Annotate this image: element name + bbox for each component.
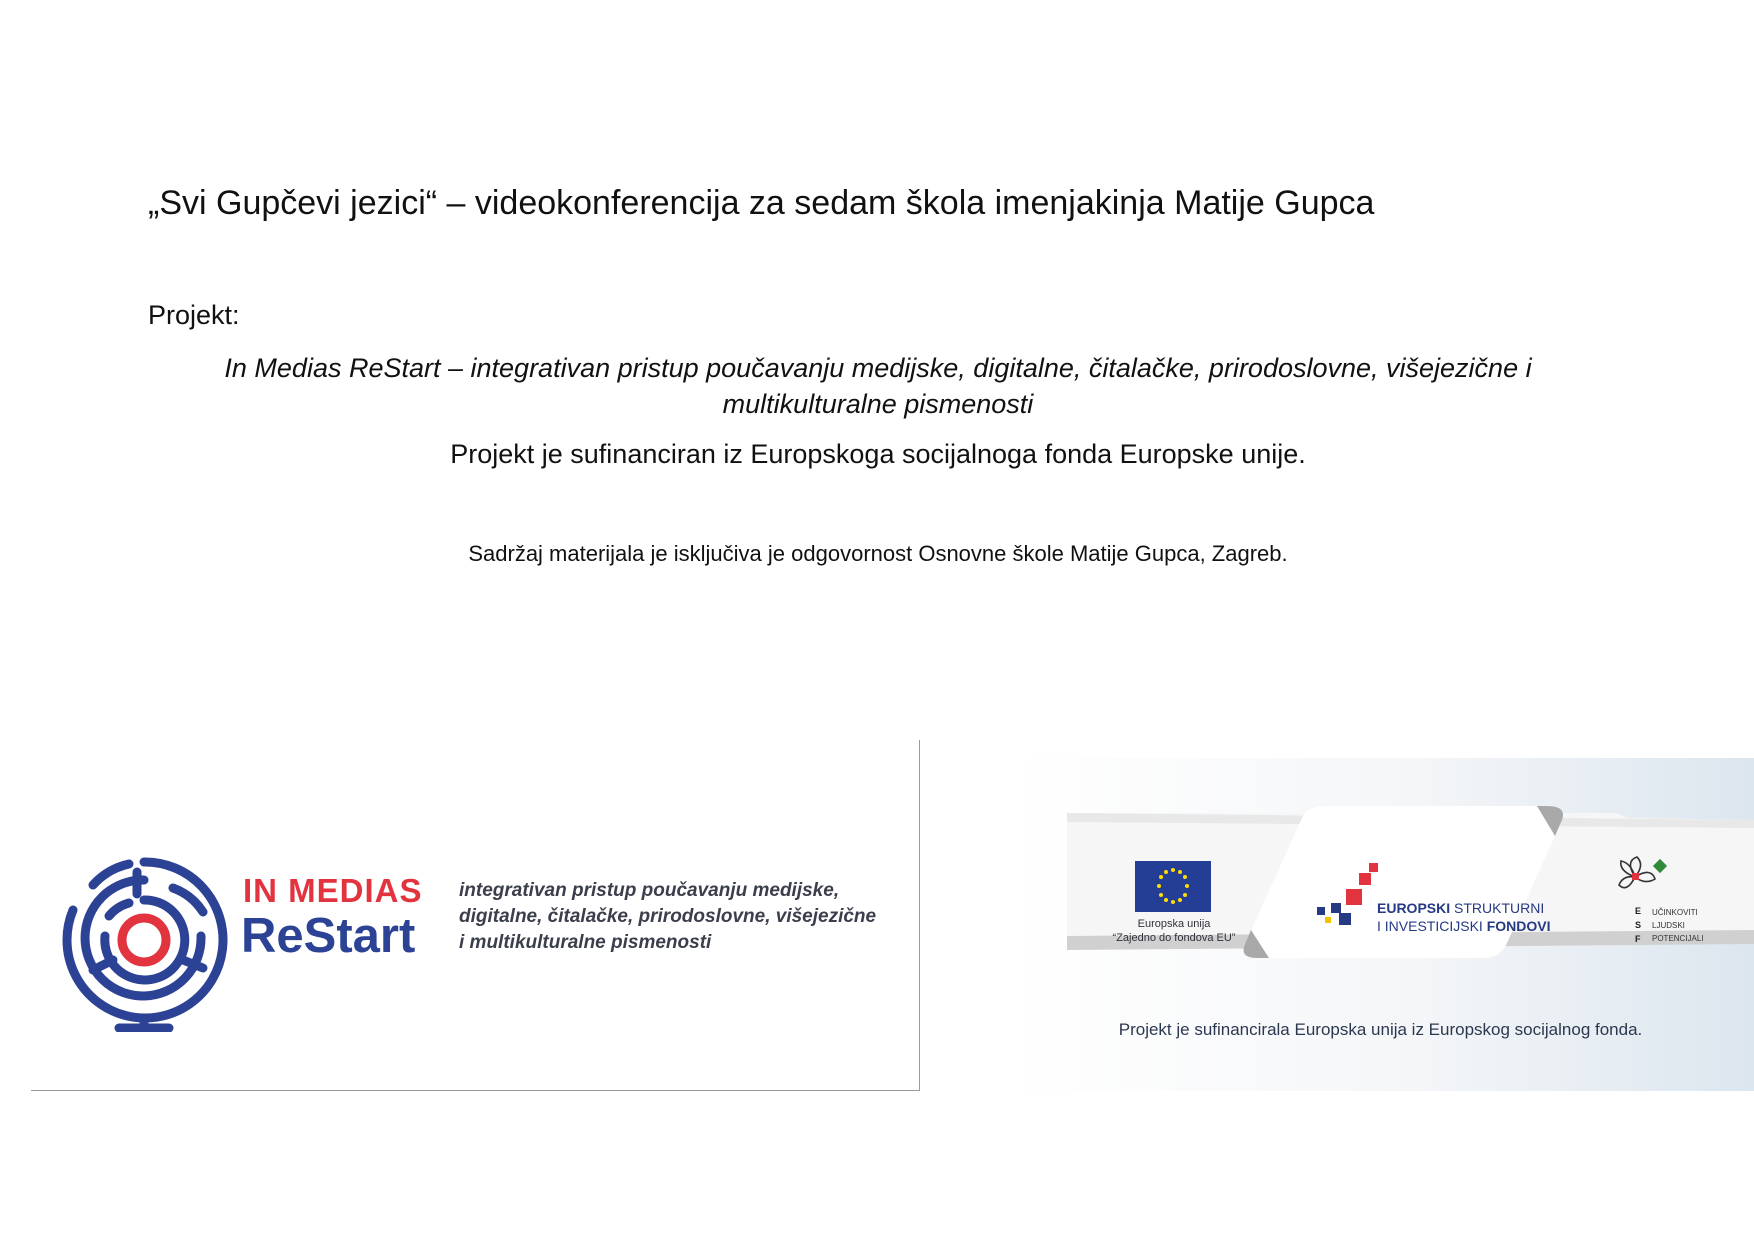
maze-globe-icon: [53, 850, 235, 1032]
logo-word-in-medias: IN MEDIAS: [243, 872, 423, 909]
ulj-word: UČINKOVITI: [1652, 908, 1698, 917]
disclaimer-text: Sadržaj materijala je isključiva je odgovornost Osnovne škole Matije Gupca, Zagreb.: [468, 541, 1288, 566]
esf-letter: S: [1635, 920, 1642, 930]
esif-title-line: [1377, 918, 1550, 934]
esf-letter: F: [1635, 934, 1641, 944]
esif-title-rest: I INVESTICIJSKI: [1377, 918, 1487, 934]
esf-letter: E: [1635, 906, 1642, 916]
cofinance-statement: Projekt je sufinanciran iz Europskoga socijalnoga fonda Europske unije.: [450, 439, 1306, 469]
esif-title-bold: FONDOVI: [1486, 918, 1551, 934]
eu-flag-caption: [1091, 917, 1257, 945]
eu-stars-icon: [1135, 861, 1211, 912]
eu-flag-caption-line: “Zajedno do fondova EU”: [1112, 932, 1236, 944]
eu-cofinance-caption: Projekt je sufinancirala Europska unija iz Europskog socijalnog fonda.: [1118, 1020, 1643, 1039]
ulj-word: POTENCIJALI: [1652, 934, 1704, 943]
eu-flag-caption-line: Europska unija: [1137, 918, 1211, 930]
project-name: [148, 350, 1608, 422]
esif-title-line: [1377, 900, 1544, 916]
ulj-word: LJUDSKI: [1652, 921, 1685, 930]
project-name-title: In Medias ReStart: [224, 353, 441, 383]
project-name-description: – integrativan pristup poučavanju medijske, digitalne, čitalačke, prirodoslovne, višejezične i multikulturalne pismenosti: [440, 353, 1532, 419]
esif-title-rest: STRUKTURNI: [1450, 900, 1545, 916]
esif-title-bold: EUROPSKI: [1377, 900, 1451, 916]
logo-tagline-line: digitalne, čitalačke, prirodoslovne, višejezične: [459, 906, 877, 927]
project-label: Projekt:: [148, 300, 240, 330]
logo-tagline-line: i multikulturalne pismenosti: [459, 932, 712, 953]
eu-funding-banner: [1007, 758, 1754, 1091]
page-title: „Svi Gupčevi jezici“ – videokonferencija za sedam škola imenjakinja Matije Gupca: [148, 184, 1375, 222]
logo-tagline-line: integrativan pristup poučavanju medijske,: [459, 880, 840, 901]
in-medias-restart-logo-panel: [31, 740, 920, 1091]
logo-word-restart: ReStart: [241, 909, 416, 963]
pinwheel-icon: [1615, 853, 1670, 901]
eu-flag-icon: [1135, 861, 1211, 912]
